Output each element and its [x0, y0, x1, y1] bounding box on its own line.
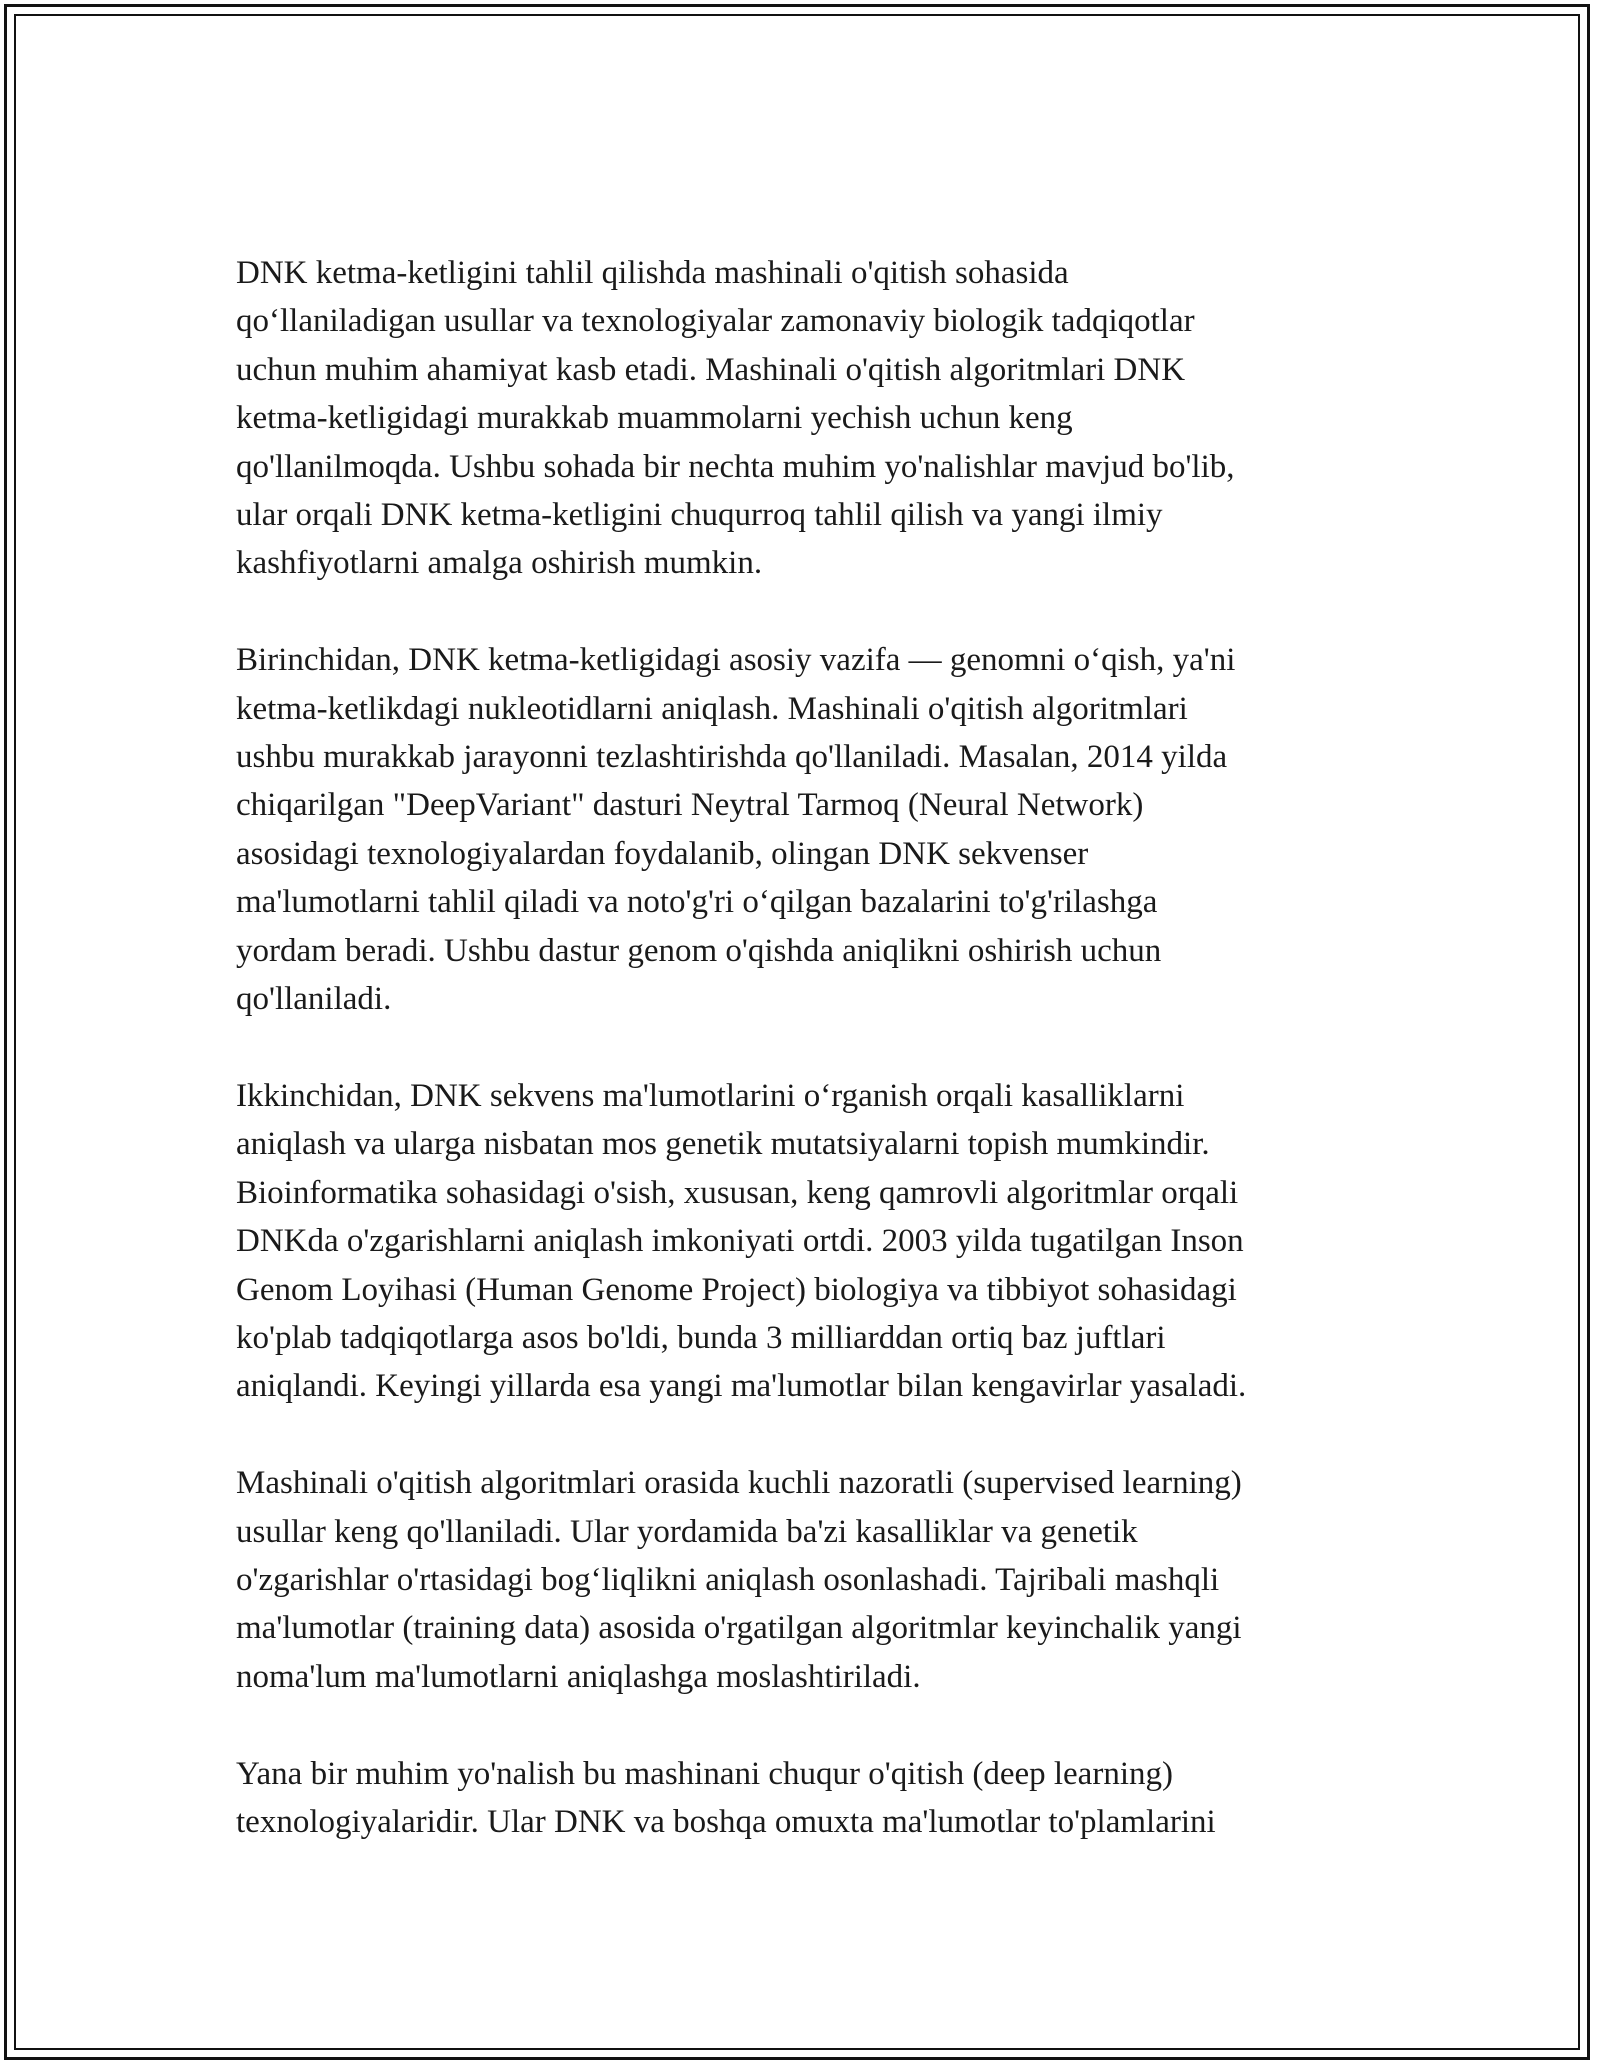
text-line: Yana bir muhim yo'nalish bu mashinani chuqur o'qitish (deep learning) [236, 1755, 1173, 1792]
document-body [236, 249, 1376, 1895]
text-line: o'zgarishlar o'rtasidagi bog‘liqlikni aniqlash osonlashadi. Tajribali mashqli [236, 1561, 1220, 1598]
text-line: texnologiyalaridir. Ular DNK va boshqa omuxta ma'lumotlar to'plamlarini [236, 1803, 1216, 1840]
text-line: DNK ketma-ketligini tahlil qilishda mashinali o'qitish sohasida [236, 255, 1069, 291]
paragraph-first-point [236, 636, 1376, 1023]
text-line: ko'plab tadqiqotlarga asos bo'ldi, bunda 3 milliarddan ortiq baz juftlari [236, 1319, 1166, 1356]
text-line: Bioinformatika sohasidagi o'sish, xususan, keng qamrovli algoritmlar orqali [236, 1174, 1239, 1211]
paragraph-intro [236, 249, 1376, 588]
text-line: qo'llanilmoqda. Ushbu sohada bir nechta muhim yo'nalishlar mavjud bo'lib, [236, 448, 1235, 485]
text-line: chiqarilgan "DeepVariant" dasturi Neytral Tarmoq (Neural Network) [236, 787, 1144, 824]
paragraph-deep-learning [236, 1750, 1376, 1847]
text-line: aniqlandi. Keyingi yillarda esa yangi ma'lumotlar bilan kengavirlar yasaladi. [236, 1368, 1247, 1405]
text-line: aniqlash va ularga nisbatan mos genetik mutatsiyalarni topish mumkindir. [236, 1126, 1210, 1163]
text-line: ushbu murakkab jarayonni tezlashtirishda qo'llaniladi. Masalan, 2014 yilda [236, 739, 1228, 776]
text-line: uchun muhim ahamiyat kasb etadi. Mashinali o'qitish algoritmlari DNK [236, 351, 1186, 388]
paragraph-second-point [236, 1072, 1376, 1411]
text-line: ma'lumotlar (training data) asosida o'rgatilgan algoritmlar keyinchalik yangi [236, 1610, 1242, 1647]
text-line: asosidagi texnologiyalardan foydalanib, olingan DNK sekvenser [236, 835, 1089, 872]
text-line: Ikkinchidan, DNK sekvens ma'lumotlarini o‘rganish orqali kasalliklarni [236, 1077, 1185, 1114]
text-line: Birinchidan, DNK ketma-ketligidagi asosiy vazifa — genomni o‘qish, ya'ni [236, 642, 1236, 679]
text-line: Mashinali o'qitish algoritmlari orasida kuchli nazoratli (supervised learning) [236, 1465, 1242, 1502]
text-line: ketma-ketligidagi murakkab muammolarni yechish uchun keng [236, 400, 1073, 437]
text-line: qo'llaniladi. [236, 981, 392, 1018]
text-line: usullar keng qo'llaniladi. Ular yordamida ba'zi kasalliklar va genetik [236, 1513, 1138, 1550]
text-line: kashfiyotlarni amalga oshirish mumkin. [236, 545, 763, 582]
text-line: Genom Loyihasi (Human Genome Project) biologiya va tibbiyot sohasidagi [236, 1271, 1237, 1308]
text-line: noma'lum ma'lumotlarni aniqlashga moslashtiriladi. [236, 1658, 921, 1695]
paragraph-supervised-learning [236, 1459, 1376, 1701]
text-line: qo‘llaniladigan usullar va texnologiyalar zamonaviy biologik tadqiqotlar [236, 303, 1195, 340]
text-line: ular orqali DNK ketma-ketligini chuqurroq tahlil qilish va yangi ilmiy [236, 497, 1163, 534]
text-line: ma'lumotlarni tahlil qiladi va noto'g'ri o‘qilgan bazalarini to'g'rilashga [236, 884, 1158, 921]
text-line: yordam beradi. Ushbu dastur genom o'qishda aniqlikni oshirish uchun [236, 932, 1162, 969]
text-line: DNKda o'zgarishlarni aniqlash imkoniyati ortdi. 2003 yilda tugatilgan Inson [236, 1223, 1244, 1260]
text-line: ketma-ketlikdagi nukleotidlarni aniqlash. Mashinali o'qitish algoritmlari [236, 690, 1188, 727]
